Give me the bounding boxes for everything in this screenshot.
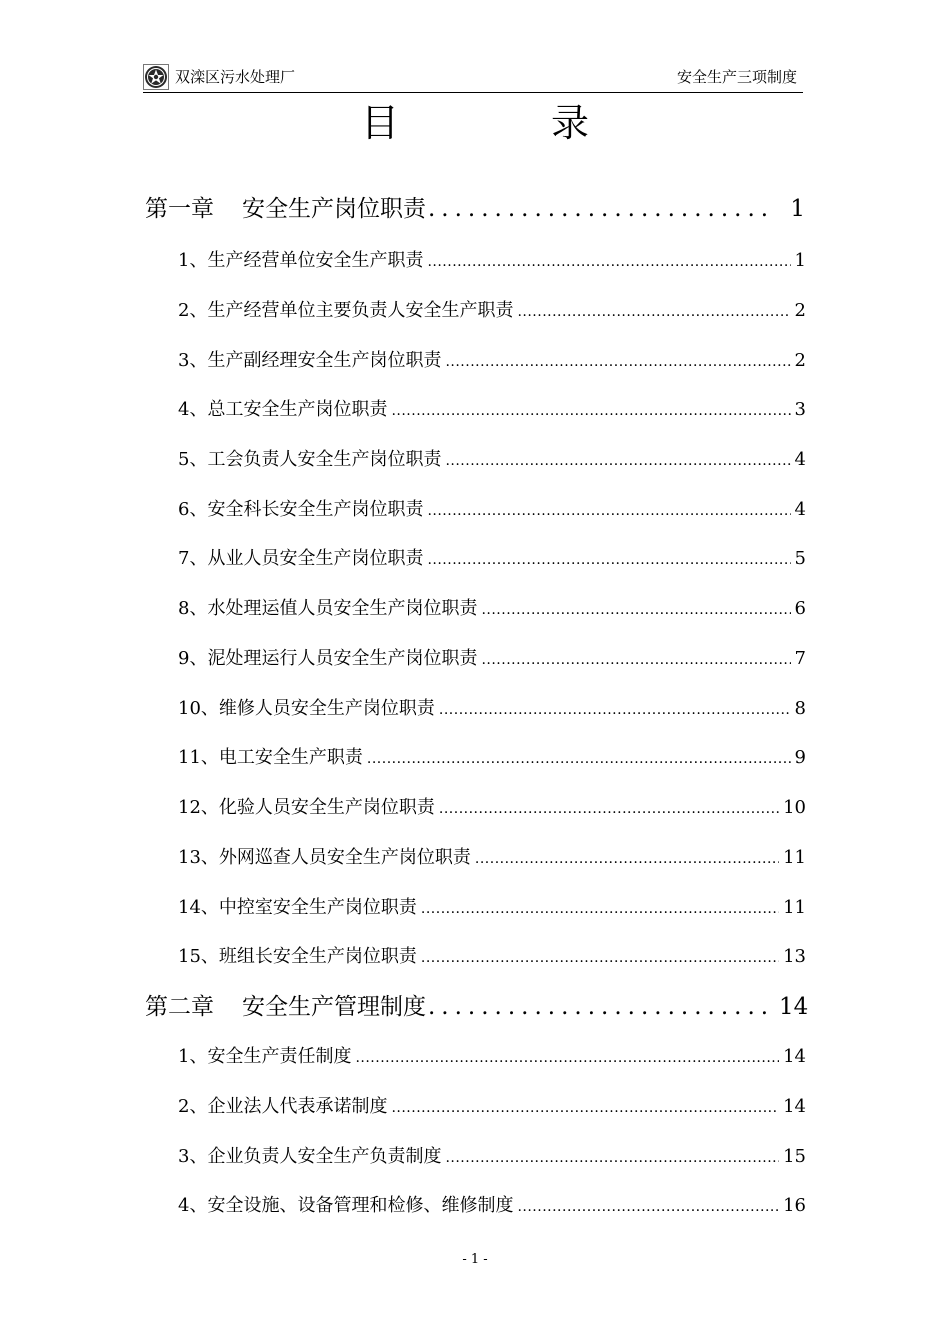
dot-leader — [439, 696, 791, 724]
dot-leader — [421, 895, 779, 923]
dot-leader — [355, 1044, 779, 1072]
dot-leader — [367, 745, 791, 773]
toc-chapter[interactable] — [145, 990, 809, 1024]
toc-chapter-number: 第一章 — [145, 196, 214, 222]
toc-item[interactable] — [178, 1043, 806, 1071]
toc-item[interactable] — [178, 744, 806, 772]
dot-leader — [428, 192, 769, 226]
dot-leader — [481, 646, 790, 674]
toc-page-number: 11 — [783, 897, 806, 918]
dot-leader — [445, 348, 790, 376]
toc-item[interactable] — [178, 645, 806, 673]
toc-item-label: 1、生产经营单位安全生产职责 — [178, 250, 424, 271]
toc-item-label: 7、从业人员安全生产岗位职责 — [178, 548, 424, 569]
dot-leader — [427, 546, 790, 574]
page-number: - 1 - — [462, 1252, 488, 1267]
toc-item[interactable] — [178, 396, 806, 424]
toc-page-number: 14 — [779, 994, 809, 1020]
toc-item-label: 5、工会负责人安全生产岗位职责 — [178, 449, 442, 470]
toc-item[interactable] — [178, 595, 806, 623]
toc-item-label: 8、水处理运值人员安全生产岗位职责 — [178, 598, 478, 619]
toc-page-number: 2 — [794, 350, 806, 371]
toc-page-number: 4 — [794, 499, 806, 520]
toc-item-label: 3、企业负责人安全生产负责制度 — [178, 1146, 442, 1167]
dot-leader — [391, 1094, 779, 1122]
toc-page-number: 8 — [794, 698, 806, 719]
toc-item-label: 4、安全设施、设备管理和检修、维修制度 — [178, 1195, 514, 1216]
toc-item[interactable] — [178, 844, 806, 872]
document-name: 安全生产三项制度 — [676, 68, 797, 86]
toc-item-label: 10、维修人员安全生产岗位职责 — [178, 698, 435, 719]
toc-item[interactable] — [178, 1192, 806, 1220]
toc-item[interactable] — [178, 297, 806, 325]
toc-page-number: 13 — [783, 946, 806, 967]
toc-item-label: 4、总工安全生产岗位职责 — [178, 399, 388, 420]
toc-page-number: 4 — [794, 449, 806, 470]
toc-item[interactable] — [178, 794, 806, 822]
toc-item[interactable] — [178, 545, 806, 573]
dot-leader — [439, 795, 779, 823]
toc-item[interactable] — [178, 1093, 806, 1121]
toc-item-label: 3、生产副经理安全生产岗位职责 — [178, 350, 442, 371]
dot-leader — [517, 1193, 779, 1221]
toc-item[interactable] — [178, 695, 806, 723]
toc-page-number: 10 — [783, 797, 806, 818]
toc-page-number: 14 — [783, 1096, 806, 1117]
toc-item-label: 2、生产经营单位主要负责人安全生产职责 — [178, 300, 514, 321]
toc-item[interactable] — [178, 894, 806, 922]
toc-item-label: 9、泥处理运行人员安全生产岗位职责 — [178, 648, 478, 669]
toc-page-number: 6 — [794, 598, 806, 619]
dot-leader — [391, 397, 790, 425]
toc-page-number: 11 — [783, 847, 806, 868]
dot-leader — [445, 1144, 779, 1172]
dot-leader — [428, 990, 769, 1024]
toc-page-number: 9 — [794, 747, 806, 768]
toc-chapter-title: 安全生产岗位职责 — [242, 196, 426, 222]
dot-leader — [475, 845, 779, 873]
toc-item-label: 6、安全科长安全生产岗位职责 — [178, 499, 424, 520]
toc-item-label: 11、电工安全生产职责 — [178, 747, 363, 768]
toc-page-number: 2 — [794, 300, 806, 321]
toc-item-label: 12、化验人员安全生产岗位职责 — [178, 797, 435, 818]
toc-page-number: 14 — [783, 1046, 806, 1067]
dot-leader — [481, 596, 790, 624]
toc-item[interactable] — [178, 1143, 806, 1171]
toc-item[interactable] — [178, 943, 806, 971]
toc-page-number: 15 — [783, 1146, 806, 1167]
dot-leader — [445, 447, 790, 475]
toc-item-label: 13、外网巡查人员安全生产岗位职责 — [178, 847, 471, 868]
toc-page-number: 5 — [794, 548, 806, 569]
toc-page-number: 3 — [794, 399, 806, 420]
toc-item[interactable] — [178, 247, 806, 275]
organization-name: 双滦区污水处理厂 — [175, 68, 296, 86]
dot-leader — [517, 298, 790, 326]
dot-leader — [427, 248, 790, 276]
toc-item[interactable] — [178, 347, 806, 375]
toc-chapter-number: 第二章 — [145, 994, 214, 1020]
toc-item-label: 15、班组长安全生产岗位职责 — [178, 946, 417, 967]
toc-item[interactable] — [178, 496, 806, 524]
toc-page-number: 1 — [790, 196, 805, 222]
page-title: 目 录 — [360, 101, 660, 145]
toc-chapter[interactable] — [145, 192, 805, 226]
toc-page-number: 1 — [794, 250, 806, 271]
toc-page-number: 16 — [783, 1195, 806, 1216]
toc-item-label: 2、企业法人代表承诺制度 — [178, 1096, 388, 1117]
toc-chapter-title: 安全生产管理制度 — [242, 994, 426, 1020]
toc-item[interactable] — [178, 446, 806, 474]
dot-leader — [427, 497, 790, 525]
toc-item-label: 1、安全生产责任制度 — [178, 1046, 352, 1067]
toc-item-label: 14、中控室安全生产岗位职责 — [178, 897, 417, 918]
toc-page-number: 7 — [794, 648, 806, 669]
dot-leader — [421, 944, 779, 972]
